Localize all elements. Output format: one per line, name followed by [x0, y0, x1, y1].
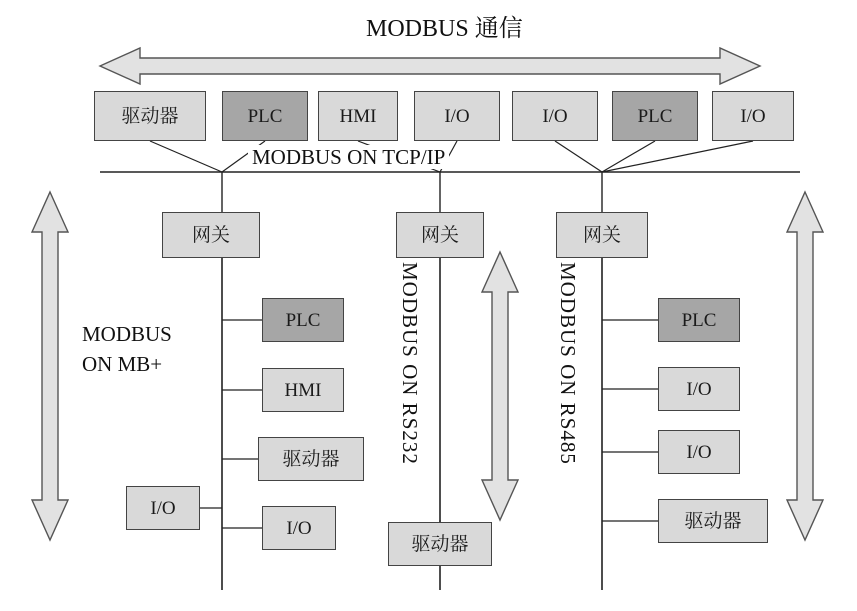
device-label: 驱动器	[684, 510, 742, 532]
mbplus-bus-label-line1: MODBUS	[82, 322, 172, 346]
device-mbplus-0[interactable]	[262, 298, 344, 342]
device-top-6[interactable]	[712, 91, 794, 141]
gateway-mbplus[interactable]	[162, 212, 260, 258]
device-mbplus-1[interactable]	[262, 368, 344, 412]
device-mbplus-4[interactable]	[262, 506, 336, 550]
device-top-1[interactable]	[222, 91, 308, 141]
gateway-label: 网关	[420, 224, 459, 246]
device-label: I/O	[444, 105, 470, 127]
gateway-rs485[interactable]	[556, 212, 648, 258]
device-top-3[interactable]	[414, 91, 500, 141]
device-top-4[interactable]	[512, 91, 598, 141]
device-label: I/O	[686, 378, 712, 400]
device-label: 驱动器	[282, 448, 340, 470]
device-label: 驱动器	[411, 533, 469, 555]
device-top-0[interactable]	[94, 91, 206, 141]
tcpip-bus-label: MODBUS ON TCP/IP	[248, 145, 449, 169]
device-label: I/O	[542, 105, 568, 127]
device-top-5[interactable]	[612, 91, 698, 141]
device-label: 驱动器	[121, 105, 179, 127]
device-label: PLC	[637, 105, 673, 127]
rs232-bus-label: MODBUS ON RS232	[398, 262, 423, 465]
gateway-rs232[interactable]	[396, 212, 484, 258]
device-label: I/O	[286, 517, 312, 539]
gateway-label: 网关	[582, 224, 621, 246]
device-mbplus-3[interactable]	[126, 486, 200, 530]
device-top-2[interactable]	[318, 91, 398, 141]
device-label: PLC	[681, 309, 717, 331]
device-rs485-1[interactable]	[658, 367, 740, 411]
device-rs232-0[interactable]	[388, 522, 492, 566]
mbplus-bus-label-line2: ON MB+	[82, 352, 163, 376]
device-label: PLC	[247, 105, 283, 127]
device-label: I/O	[740, 105, 766, 127]
device-rs485-3[interactable]	[658, 499, 768, 543]
left-vertical-arrow	[32, 192, 68, 540]
device-label: I/O	[150, 497, 176, 519]
rs232-vertical-arrow	[482, 252, 518, 520]
device-label: PLC	[285, 309, 321, 331]
device-mbplus-2[interactable]	[258, 437, 364, 481]
device-label: HMI	[284, 379, 322, 401]
gateway-label: 网关	[191, 224, 230, 246]
rs485-bus-label: MODBUS ON RS485	[556, 262, 581, 465]
device-rs485-2[interactable]	[658, 430, 740, 474]
device-label: I/O	[686, 441, 712, 463]
top-double-arrow	[100, 48, 760, 84]
device-rs485-0[interactable]	[658, 298, 740, 342]
diagram-title: MODBUS 通信	[366, 16, 523, 42]
right-vertical-arrow	[787, 192, 823, 540]
device-label: HMI	[339, 105, 377, 127]
